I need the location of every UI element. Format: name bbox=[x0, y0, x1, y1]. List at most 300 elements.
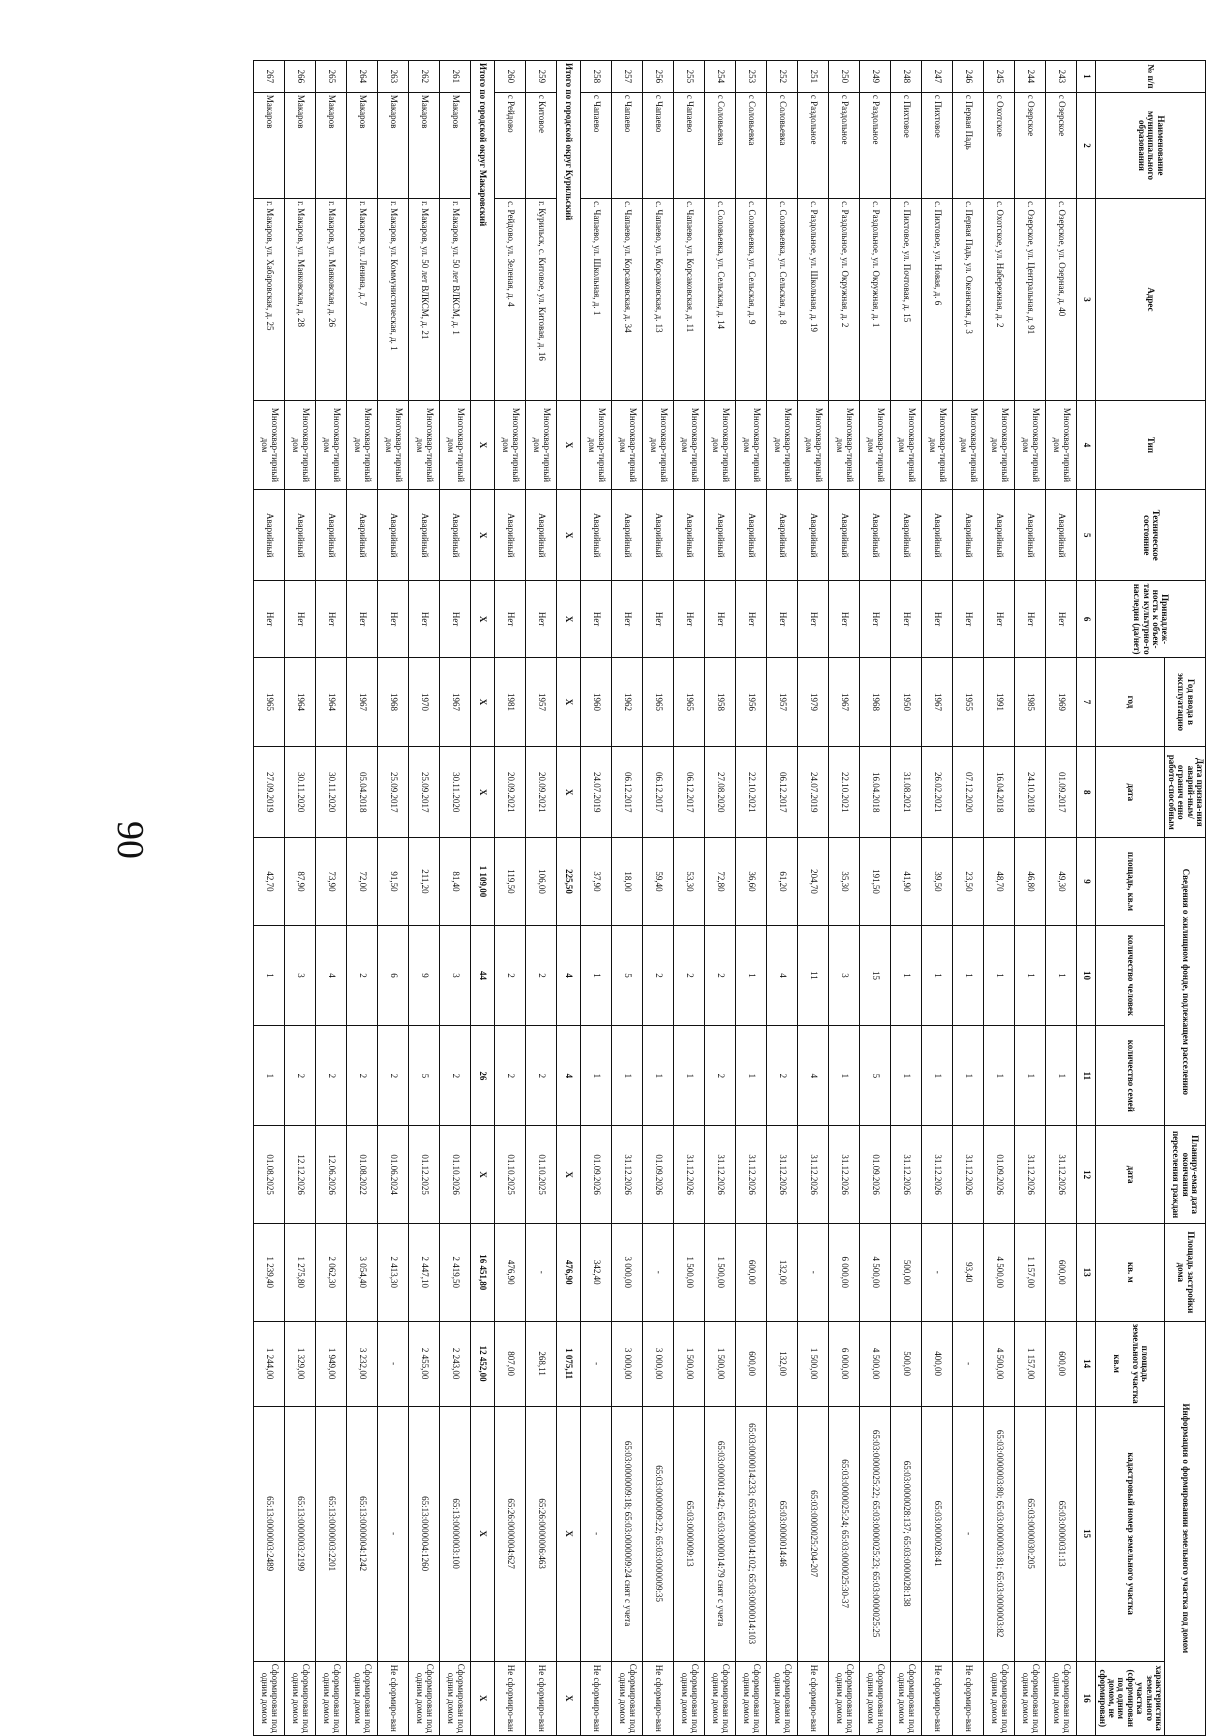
cell-c6: Нет bbox=[612, 581, 643, 657]
cell-c11: 1 bbox=[1046, 1026, 1077, 1126]
cell-c1: 263 bbox=[378, 61, 409, 93]
cell-c7: 1967 bbox=[440, 657, 471, 746]
cell-c14: 1 500,00 bbox=[674, 1321, 705, 1406]
total-c6: X bbox=[557, 581, 581, 657]
cell-c14: 600,00 bbox=[736, 1321, 767, 1406]
cell-c15: 65:03:0000030:205 bbox=[1015, 1406, 1046, 1661]
cell-c5: Аварийный bbox=[705, 490, 736, 581]
cell-c2: с Чапаево bbox=[581, 92, 612, 198]
cell-c5: Аварийный bbox=[922, 490, 953, 581]
cell-c15: 65:03:0000003:80; 65:03:0000003:81; 65:03:0000003:82 bbox=[984, 1406, 1015, 1661]
total-c13: 476,90 bbox=[557, 1223, 581, 1321]
cell-c5: Аварийный bbox=[316, 490, 347, 581]
cell-c12: 31.12.2026 bbox=[829, 1126, 860, 1224]
cell-c6: Нет bbox=[953, 581, 984, 657]
cell-c7: 1965 bbox=[674, 657, 705, 746]
column-number: 7 bbox=[1077, 657, 1096, 746]
cell-c4: Многоквар-тирный дом bbox=[1046, 400, 1077, 489]
cell-c16: Сформирован под одним домом bbox=[984, 1661, 1015, 1735]
cell-c16: Сформирован под одним домом bbox=[440, 1661, 471, 1735]
cell-c10: 1 bbox=[1015, 925, 1046, 1026]
cell-c2: с Китовое bbox=[526, 92, 557, 198]
cell-c3: с. Озерское, ул. Озерная, д. 40 bbox=[1046, 199, 1077, 401]
cell-c4: Многоквар-тирный дом bbox=[347, 400, 378, 489]
total-c8: X bbox=[557, 747, 581, 838]
cell-c3: г. Макаров, ул. Маяковская, д. 28 bbox=[285, 199, 316, 401]
header-land-plot: Информация о формировании земельного участка под домом bbox=[1165, 1321, 1206, 1735]
column-number: 3 bbox=[1077, 199, 1096, 401]
cell-c4: Многоквар-тирный дом bbox=[643, 400, 674, 489]
cell-c10: 1 bbox=[953, 925, 984, 1026]
cell-c14: 2 455,00 bbox=[409, 1321, 440, 1406]
total-label: Итого по городской округ Курильский bbox=[557, 61, 581, 401]
column-number: 1 bbox=[1077, 61, 1096, 93]
cell-c7: 1957 bbox=[767, 657, 798, 746]
cell-c2: с Раздольное bbox=[860, 92, 891, 198]
cell-c14: 6 000,00 bbox=[829, 1321, 860, 1406]
cell-c9: 48,70 bbox=[984, 838, 1015, 925]
cell-c1: 246 bbox=[953, 61, 984, 93]
cell-c9: 72,80 bbox=[705, 838, 736, 925]
cell-c7: 1958 bbox=[705, 657, 736, 746]
cell-c3: с. Рейдово, ул. Зеленая, д. 4 bbox=[495, 199, 526, 401]
total-c16: X bbox=[471, 1661, 495, 1735]
cell-c8: 06.12.2017 bbox=[674, 747, 705, 838]
total-c13: 16 451,80 bbox=[471, 1223, 495, 1321]
rotated-document bbox=[166, 60, 1206, 1736]
table-row bbox=[347, 61, 378, 1736]
total-c15: X bbox=[557, 1406, 581, 1661]
cell-c8: 20.09.2021 bbox=[526, 747, 557, 838]
cell-c15: 65:03:0000025:22; 65:03:0000025:23; 65:03:0000025:25 bbox=[860, 1406, 891, 1661]
cell-c13: 4 500,00 bbox=[984, 1223, 1015, 1321]
cell-c5: Аварийный bbox=[1046, 490, 1077, 581]
cell-c14: 1 329,00 bbox=[285, 1321, 316, 1406]
column-number: 16 bbox=[1077, 1661, 1096, 1735]
cell-c2: с Чапаево bbox=[612, 92, 643, 198]
cell-c4: Многоквар-тирный дом bbox=[798, 400, 829, 489]
cell-c11: 1 bbox=[254, 1026, 285, 1126]
cell-c12: 31.12.2026 bbox=[1046, 1126, 1077, 1224]
cell-c2: с Охотское bbox=[984, 92, 1015, 198]
cell-c8: 05.04.2018 bbox=[347, 747, 378, 838]
header-planned-date: Планиру-емая дата окончания переселения граждан bbox=[1165, 1126, 1206, 1224]
cell-c14: 400,00 bbox=[922, 1321, 953, 1406]
cell-c1: 261 bbox=[440, 61, 471, 93]
cell-c14: 4 500,00 bbox=[860, 1321, 891, 1406]
cell-c9: 53,30 bbox=[674, 838, 705, 925]
cell-c13: 132,00 bbox=[767, 1223, 798, 1321]
cell-c6: Нет bbox=[285, 581, 316, 657]
total-c9: 225,50 bbox=[557, 838, 581, 925]
cell-c3: с. Первая Падь, ул. Океанская, д. 3 bbox=[953, 199, 984, 401]
total-c7: X bbox=[471, 657, 495, 746]
cell-c10: 1 bbox=[581, 925, 612, 1026]
cell-c3: с. Соловьевка, ул. Сельская, д. 8 bbox=[767, 199, 798, 401]
cell-c10: 1 bbox=[254, 925, 285, 1026]
cell-c3: с. Чапаево, ул. Корсаковская, д. 11 bbox=[674, 199, 705, 401]
cell-c9: 211,20 bbox=[409, 838, 440, 925]
subheader-planned-date: дата bbox=[1096, 1126, 1165, 1224]
cell-c8: 22.10.2021 bbox=[829, 747, 860, 838]
cell-c15: 65:13:0000004:1242 bbox=[347, 1406, 378, 1661]
cell-c11: 2 bbox=[767, 1026, 798, 1126]
cell-c7: 1967 bbox=[922, 657, 953, 746]
cell-c12: 31.12.2026 bbox=[798, 1126, 829, 1224]
header-num: № п/п bbox=[1096, 61, 1206, 93]
cell-c1: 262 bbox=[409, 61, 440, 93]
cell-c10: 2 bbox=[705, 925, 736, 1026]
cell-c16: Не сформиро-ван bbox=[922, 1661, 953, 1735]
cell-c8: 30.11.2020 bbox=[440, 747, 471, 838]
cell-c3: с. Раздольное, ул. Школьная, д. 19 bbox=[798, 199, 829, 401]
cell-c8: 26.02.2021 bbox=[922, 747, 953, 838]
column-number: 2 bbox=[1077, 92, 1096, 198]
cell-c6: Нет bbox=[860, 581, 891, 657]
cell-c2: с Раздольное bbox=[798, 92, 829, 198]
cell-c15: 65:03:0000009:13 bbox=[674, 1406, 705, 1661]
cell-c13: - bbox=[922, 1223, 953, 1321]
table-row bbox=[285, 61, 316, 1736]
cell-c12: 01.09.2026 bbox=[581, 1126, 612, 1224]
cell-c5: Аварийный bbox=[798, 490, 829, 581]
cell-c13: 1 275,80 bbox=[285, 1223, 316, 1321]
table-row bbox=[495, 61, 526, 1736]
column-number: 6 bbox=[1077, 581, 1096, 657]
cell-c14: 1 500,00 bbox=[798, 1321, 829, 1406]
subheader-year: год bbox=[1096, 657, 1165, 746]
cell-c8: 16.04.2018 bbox=[860, 747, 891, 838]
cell-c12: 01.09.2026 bbox=[860, 1126, 891, 1224]
cell-c14: 1 157,00 bbox=[1015, 1321, 1046, 1406]
cell-c7: 1956 bbox=[736, 657, 767, 746]
cell-c15: 65:13:0000004:1260 bbox=[409, 1406, 440, 1661]
table-row bbox=[798, 61, 829, 1736]
cell-c16: Сформирован под одним домом bbox=[860, 1661, 891, 1735]
cell-c5: Аварийный bbox=[767, 490, 798, 581]
cell-c1: 243 bbox=[1046, 61, 1077, 93]
cell-c1: 258 bbox=[581, 61, 612, 93]
cell-c14: 3 232,00 bbox=[347, 1321, 378, 1406]
plot-area-label: площадь земельного участка bbox=[1130, 1323, 1151, 1404]
cell-c1: 253 bbox=[736, 61, 767, 93]
cell-c7: 1965 bbox=[254, 657, 285, 746]
cell-c4: Многоквар-тирный дом bbox=[316, 400, 347, 489]
cell-c13: 2 062,30 bbox=[316, 1223, 347, 1321]
cell-c5: Аварийный bbox=[643, 490, 674, 581]
cell-c7: 1968 bbox=[378, 657, 409, 746]
cell-c10: 9 bbox=[409, 925, 440, 1026]
cell-c2: Макаров bbox=[254, 92, 285, 198]
cell-c10: 1 bbox=[984, 925, 1015, 1026]
cell-c13: 6 000,00 bbox=[829, 1223, 860, 1321]
cell-c5: Аварийный bbox=[409, 490, 440, 581]
total-c10: 44 bbox=[471, 925, 495, 1026]
cell-c1: 244 bbox=[1015, 61, 1046, 93]
column-number: 9 bbox=[1077, 838, 1096, 925]
cell-c9: 73,90 bbox=[316, 838, 347, 925]
cell-c1: 256 bbox=[643, 61, 674, 93]
total-label: Итого по городской округ Макаровский bbox=[471, 61, 495, 401]
cell-c10: 3 bbox=[829, 925, 860, 1026]
cell-c9: 35,30 bbox=[829, 838, 860, 925]
cell-c10: 1 bbox=[922, 925, 953, 1026]
cell-c15: 65:13:0000003:2201 bbox=[316, 1406, 347, 1661]
cell-c15: - bbox=[953, 1406, 984, 1661]
cell-c16: Сформирован под одним домом bbox=[347, 1661, 378, 1735]
column-number: 8 bbox=[1077, 747, 1096, 838]
cell-c8: 27.09.2019 bbox=[254, 747, 285, 838]
cell-c11: 1 bbox=[643, 1026, 674, 1126]
cell-c12: 31.12.2026 bbox=[705, 1126, 736, 1224]
cell-c16: Сформирован под одним домом bbox=[767, 1661, 798, 1735]
cell-c8: 06.12.2017 bbox=[643, 747, 674, 838]
cell-c15: 65:03:0000009:18; 65:03:0000009:24 снят с учета bbox=[612, 1406, 643, 1661]
cell-c2: Макаров bbox=[440, 92, 471, 198]
cell-c3: с. Чапаево, ул. Школьная, д. 1 bbox=[581, 199, 612, 401]
cell-c12: 01.09.2026 bbox=[984, 1126, 1015, 1224]
cell-c16: Не сформиро-ван bbox=[495, 1661, 526, 1735]
cell-c5: Аварийный bbox=[440, 490, 471, 581]
cell-c11: 1 bbox=[829, 1026, 860, 1126]
cell-c9: 191,50 bbox=[860, 838, 891, 925]
cell-c6: Нет bbox=[922, 581, 953, 657]
cell-c9: 49,30 bbox=[1046, 838, 1077, 925]
cell-c2: Макаров bbox=[347, 92, 378, 198]
header-address: Адрес bbox=[1096, 199, 1206, 401]
cell-c7: 1991 bbox=[984, 657, 1015, 746]
cell-c7: 1964 bbox=[316, 657, 347, 746]
cell-c16: Не сформиро-ван bbox=[643, 1661, 674, 1735]
table-row bbox=[409, 61, 440, 1736]
table-row bbox=[440, 61, 471, 1736]
cell-c16: Сформирован под одним домом bbox=[736, 1661, 767, 1735]
cell-c2: Макаров bbox=[285, 92, 316, 198]
cell-c11: 2 bbox=[705, 1026, 736, 1126]
cell-c13: 2 447,10 bbox=[409, 1223, 440, 1321]
cell-c4: Многоквар-тирный дом bbox=[860, 400, 891, 489]
table-row bbox=[316, 61, 347, 1736]
total-c7: X bbox=[557, 657, 581, 746]
cell-c6: Нет bbox=[440, 581, 471, 657]
cell-c14: 1 949,00 bbox=[316, 1321, 347, 1406]
cell-c8: 30.11.2020 bbox=[285, 747, 316, 838]
header-housing-info: Сведения о жилищном фонде, подлежащем расселению bbox=[1165, 838, 1206, 1126]
cell-c15: 65:03:0000025:204-207 bbox=[798, 1406, 829, 1661]
cell-c12: 31.12.2026 bbox=[891, 1126, 922, 1224]
cell-c11: 1 bbox=[736, 1026, 767, 1126]
cell-c10: 1 bbox=[891, 925, 922, 1026]
cell-c14: 4 500,00 bbox=[984, 1321, 1015, 1406]
total-c4: X bbox=[557, 400, 581, 489]
cell-c2: с Соловьевка bbox=[736, 92, 767, 198]
header-tech-state: Техническое состояние bbox=[1096, 490, 1206, 581]
cell-c12: 31.12.2026 bbox=[674, 1126, 705, 1224]
column-number-row bbox=[1077, 61, 1096, 1736]
cell-c8: 30.11.2020 bbox=[316, 747, 347, 838]
cell-c7: 1968 bbox=[860, 657, 891, 746]
cell-c3: с. Соловьевка, ул. Сельская, д. 14 bbox=[705, 199, 736, 401]
cell-c11: 1 bbox=[581, 1026, 612, 1126]
cell-c14: 3 000,00 bbox=[643, 1321, 674, 1406]
cell-c11: 2 bbox=[378, 1026, 409, 1126]
cell-c4: Многоквар-тирный дом bbox=[285, 400, 316, 489]
cell-c16: Не сформиро-ван bbox=[526, 1661, 557, 1735]
cell-c13: 476,90 bbox=[495, 1223, 526, 1321]
cell-c8: 22.10.2021 bbox=[736, 747, 767, 838]
cell-c1: 266 bbox=[285, 61, 316, 93]
cell-c13: 1 500,00 bbox=[674, 1223, 705, 1321]
plot-area-unit: кв.м bbox=[1111, 1354, 1122, 1373]
cell-c3: г. Макаров, ул. Ленина, д. 7 bbox=[347, 199, 378, 401]
cell-c6: Нет bbox=[495, 581, 526, 657]
cell-c3: г. Макаров, ул. Хабаровская, д. 25 bbox=[254, 199, 285, 401]
cell-c9: 46,80 bbox=[1015, 838, 1046, 925]
cell-c10: 6 bbox=[378, 925, 409, 1026]
cell-c6: Нет bbox=[798, 581, 829, 657]
cell-c16: Сформирован под одним домом bbox=[891, 1661, 922, 1735]
cell-c11: 5 bbox=[860, 1026, 891, 1126]
cell-c3: г. Макаров, ул. Коммунистическая, д. 1 bbox=[378, 199, 409, 401]
cell-c5: Аварийный bbox=[891, 490, 922, 581]
cell-c12: 01.06.2024 bbox=[378, 1126, 409, 1224]
cell-c9: 18,00 bbox=[612, 838, 643, 925]
cell-c5: Аварийный bbox=[612, 490, 643, 581]
cell-c5: Аварийный bbox=[1015, 490, 1046, 581]
cell-c15: 65:03:0000028:41 bbox=[922, 1406, 953, 1661]
cell-c7: 1979 bbox=[798, 657, 829, 746]
cell-c13: - bbox=[526, 1223, 557, 1321]
cell-c8: 25.09.2017 bbox=[409, 747, 440, 838]
cell-c6: Нет bbox=[378, 581, 409, 657]
cell-c4: Многоквар-тирный дом bbox=[254, 400, 285, 489]
cell-c12: 12.06.2026 bbox=[316, 1126, 347, 1224]
cell-c14: 2 243,00 bbox=[440, 1321, 471, 1406]
cell-c3: с. Соловьевка, ул. Сельская, д. 9 bbox=[736, 199, 767, 401]
cell-c4: Многоквар-тирный дом bbox=[829, 400, 860, 489]
column-number: 13 bbox=[1077, 1223, 1096, 1321]
cell-c6: Нет bbox=[526, 581, 557, 657]
cell-c16: Сформирован под одним домом bbox=[612, 1661, 643, 1735]
cell-c16: Сформирован под одним домом bbox=[1046, 1661, 1077, 1735]
table-row bbox=[705, 61, 736, 1736]
total-c8: X bbox=[471, 747, 495, 838]
cell-c5: Аварийный bbox=[285, 490, 316, 581]
cell-c10: 1 bbox=[736, 925, 767, 1026]
cell-c1: 257 bbox=[612, 61, 643, 93]
table-row bbox=[829, 61, 860, 1736]
cell-c3: с. Пихтовое, ул. Новая, д. 6 bbox=[922, 199, 953, 401]
cell-c10: 4 bbox=[767, 925, 798, 1026]
subheader-area: площадь, кв.м bbox=[1096, 838, 1165, 925]
table-row bbox=[612, 61, 643, 1736]
subheader-date: дата bbox=[1096, 747, 1165, 838]
cell-c14: 500,00 bbox=[891, 1321, 922, 1406]
subheader-people: количество человек bbox=[1096, 925, 1165, 1026]
cell-c2: с Чапаево bbox=[674, 92, 705, 198]
cell-c7: 1955 bbox=[953, 657, 984, 746]
cell-c8: 31.08.2021 bbox=[891, 747, 922, 838]
cell-c11: 1 bbox=[612, 1026, 643, 1126]
cell-c3: г. Макаров, ул. 50 лет ВЛКСМ, д. 21 bbox=[409, 199, 440, 401]
cell-c5: Аварийный bbox=[953, 490, 984, 581]
cell-c11: 1 bbox=[984, 1026, 1015, 1126]
cell-c6: Нет bbox=[767, 581, 798, 657]
cell-c1: 264 bbox=[347, 61, 378, 93]
cell-c10: 3 bbox=[285, 925, 316, 1026]
cell-c10: 2 bbox=[643, 925, 674, 1026]
column-number: 15 bbox=[1077, 1406, 1096, 1661]
cell-c9: 87,90 bbox=[285, 838, 316, 925]
cell-c11: 2 bbox=[316, 1026, 347, 1126]
cell-c6: Нет bbox=[409, 581, 440, 657]
cell-c13: 1 157,00 bbox=[1015, 1223, 1046, 1321]
cell-c6: Нет bbox=[643, 581, 674, 657]
cell-c6: Нет bbox=[705, 581, 736, 657]
total-c6: X bbox=[471, 581, 495, 657]
table-row bbox=[254, 61, 285, 1736]
cell-c6: Нет bbox=[1015, 581, 1046, 657]
cell-c15: 65:03:0000031:13 bbox=[1046, 1406, 1077, 1661]
cell-c16: Сформирован под одним домом bbox=[254, 1661, 285, 1735]
cell-c15: 65:13:0000003:100 bbox=[440, 1406, 471, 1661]
cell-c13: 4 500,00 bbox=[860, 1223, 891, 1321]
cell-c9: 106,00 bbox=[526, 838, 557, 925]
cell-c7: 1965 bbox=[643, 657, 674, 746]
cell-c5: Аварийный bbox=[347, 490, 378, 581]
cell-c12: 31.12.2026 bbox=[1015, 1126, 1046, 1224]
cell-c3: г. Макаров, ул. 50 лет ВЛКСМ, д. 1 bbox=[440, 199, 471, 401]
column-number: 12 bbox=[1077, 1126, 1096, 1224]
cell-c3: г. Макаров, ул. Маяковская, д. 26 bbox=[316, 199, 347, 401]
cell-c9: 23,50 bbox=[953, 838, 984, 925]
cell-c2: Макаров bbox=[409, 92, 440, 198]
cell-c16: Не сформиро-ван bbox=[581, 1661, 612, 1735]
cell-c1: 254 bbox=[705, 61, 736, 93]
cell-c2: с Раздольное bbox=[829, 92, 860, 198]
cell-c8: 20.09.2021 bbox=[495, 747, 526, 838]
cell-c13: 1 500,00 bbox=[705, 1223, 736, 1321]
cell-c11: 2 bbox=[495, 1026, 526, 1126]
total-c12: X bbox=[557, 1126, 581, 1224]
table-row bbox=[736, 61, 767, 1736]
total-row bbox=[471, 61, 495, 1736]
cell-c8: 06.12.2017 bbox=[612, 747, 643, 838]
cell-c11: 1 bbox=[891, 1026, 922, 1126]
cell-c13: 342,40 bbox=[581, 1223, 612, 1321]
table-row bbox=[674, 61, 705, 1736]
cell-c8: 06.12.2017 bbox=[767, 747, 798, 838]
cell-c7: 1964 bbox=[285, 657, 316, 746]
cell-c15: 65:03:0000014:46 bbox=[767, 1406, 798, 1661]
cell-c12: 01.10.2025 bbox=[526, 1126, 557, 1224]
subheader-plot-area bbox=[1096, 1321, 1165, 1406]
table-row bbox=[953, 61, 984, 1736]
header-type: Тип bbox=[1096, 400, 1206, 489]
cell-c5: Аварийный bbox=[581, 490, 612, 581]
cell-c16: Не сформиро-ван bbox=[798, 1661, 829, 1735]
cell-c6: Нет bbox=[829, 581, 860, 657]
cell-c12: 31.12.2026 bbox=[953, 1126, 984, 1224]
cell-c11: 1 bbox=[953, 1026, 984, 1126]
cell-c15: 65:26:0000004:627 bbox=[495, 1406, 526, 1661]
cell-c12: 01.12.2025 bbox=[409, 1126, 440, 1224]
cell-c2: с Соловьевка bbox=[767, 92, 798, 198]
cell-c14: 3 000,00 bbox=[612, 1321, 643, 1406]
cell-c3: с. Пихтовое, ул. Почтовая, д. 15 bbox=[891, 199, 922, 401]
cell-c10: 4 bbox=[316, 925, 347, 1026]
cell-c12: 01.08.2022 bbox=[347, 1126, 378, 1224]
